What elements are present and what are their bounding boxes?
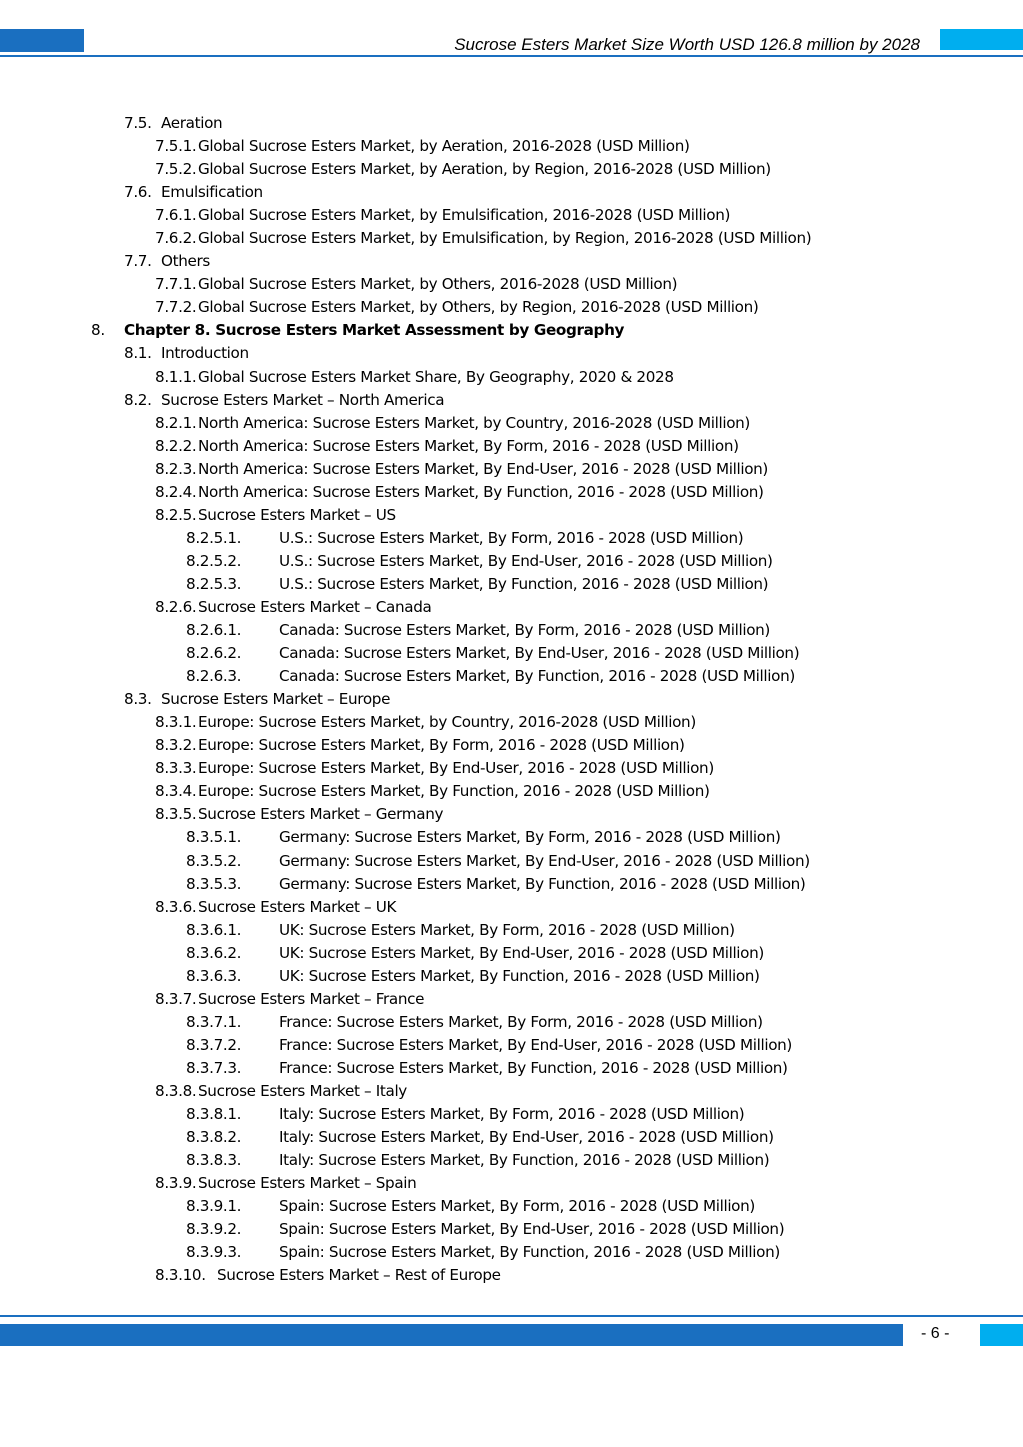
toc-entry[interactable] [0, 227, 1023, 250]
toc-entry[interactable] [0, 573, 1023, 596]
toc-entry[interactable] [0, 642, 1023, 665]
toc-entry[interactable] [0, 988, 1023, 1011]
toc-entry-title: Sucrose Esters Market – Germany [198, 805, 444, 824]
toc-entry-title: Spain: Sucrose Esters Market, By End-User, 2016 - 2028 (USD Million) [279, 1220, 785, 1239]
toc-entry-number: 8.3.8.2. [186, 1128, 242, 1147]
toc-entry-title: Italy: Sucrose Esters Market, By Form, 2016 - 2028 (USD Million) [279, 1105, 745, 1124]
toc-entry-number: 8. [91, 321, 105, 340]
toc-entry-title: Aeration [161, 114, 223, 132]
toc-entry[interactable] [0, 1057, 1023, 1080]
toc-entry[interactable] [0, 1172, 1023, 1195]
toc-entry[interactable] [0, 1034, 1023, 1057]
toc-entry-title: U.S.: Sucrose Esters Market, By End-User, 2016 - 2028 (USD Million) [279, 551, 773, 570]
toc-entry-number: 8.3.7. [155, 989, 197, 1008]
toc-entry-title: Others [161, 252, 210, 271]
toc-entry-number: 8.3.8. [155, 1081, 197, 1100]
toc-entry-number: 8.3.5.2. [186, 851, 242, 870]
toc-entry-number: 7.5.1. [155, 137, 197, 156]
header-accent-block-right [940, 29, 1023, 50]
toc-entry[interactable] [0, 896, 1023, 919]
toc-entry[interactable] [0, 366, 1023, 389]
toc-entry[interactable] [0, 803, 1023, 826]
toc-entry-number: 7.6. [124, 183, 152, 202]
toc-entry-title: Europe: Sucrose Esters Market, By Form, 2016 - 2028 (USD Million) [198, 736, 685, 755]
toc-entry-title: Global Sucrose Esters Market, by Aeration, by Region, 2016-2028 (USD Million) [198, 160, 771, 179]
toc-entry[interactable] [0, 435, 1023, 458]
toc-entry-number: 8.3.5. [155, 805, 197, 824]
toc-entry[interactable] [0, 734, 1023, 757]
toc-entry[interactable] [0, 826, 1023, 849]
toc-entry[interactable] [0, 850, 1023, 873]
toc-entry-number: 8.3.5.1. [186, 828, 242, 847]
toc-entry[interactable] [0, 1218, 1023, 1241]
toc-entry-number: 8.2.5.3. [186, 574, 242, 593]
toc-entry-number: 8.3. [124, 690, 152, 709]
toc-entry-title: France: Sucrose Esters Market, By End-User, 2016 - 2028 (USD Million) [279, 1035, 792, 1054]
toc-entry-title: Canada: Sucrose Esters Market, By Function, 2016 - 2028 (USD Million) [279, 667, 795, 686]
toc-entry-title: Global Sucrose Esters Market, by Others, by Region, 2016-2028 (USD Million) [198, 298, 759, 317]
toc-entry-title: Canada: Sucrose Esters Market, By End-User, 2016 - 2028 (USD Million) [279, 644, 800, 663]
toc-entry-title: Sucrose Esters Market – North America [161, 390, 445, 409]
toc-entry-title: France: Sucrose Esters Market, By Form, 2016 - 2028 (USD Million) [279, 1012, 763, 1031]
toc-entry-title: Italy: Sucrose Esters Market, By Function, 2016 - 2028 (USD Million) [279, 1151, 770, 1170]
toc-entry-number: 8.2.5. [155, 505, 197, 524]
toc-entry-title: Sucrose Esters Market – France [198, 989, 425, 1008]
toc-entry-number: 8.2.2. [155, 436, 197, 455]
toc-entry-number: 7.6.1. [155, 206, 197, 225]
toc-entry-number: 8.2.5.1. [186, 528, 242, 547]
toc-entry[interactable] [0, 711, 1023, 734]
toc-entry-number: 7.5. [124, 114, 152, 132]
table-of-contents [0, 112, 1023, 1287]
header-rule [0, 55, 1023, 57]
toc-entry-title: Global Sucrose Esters Market, by Others, 2016-2028 (USD Million) [198, 275, 678, 294]
toc-entry[interactable] [0, 688, 1023, 711]
toc-entry[interactable] [0, 158, 1023, 181]
toc-entry-number: 8.3.8.3. [186, 1151, 242, 1170]
toc-entry-number: 8.3.7.2. [186, 1035, 242, 1054]
toc-entry[interactable] [0, 1126, 1023, 1149]
toc-entry-number: 8.2. [124, 390, 152, 409]
toc-entry-title: U.S.: Sucrose Esters Market, By Function, 2016 - 2028 (USD Million) [279, 574, 769, 593]
toc-entry[interactable] [0, 942, 1023, 965]
toc-entry[interactable] [0, 619, 1023, 642]
toc-entry[interactable] [0, 504, 1023, 527]
toc-entry-title: Germany: Sucrose Esters Market, By Function, 2016 - 2028 (USD Million) [279, 874, 806, 893]
toc-entry[interactable] [0, 1241, 1023, 1264]
toc-entry[interactable] [0, 389, 1023, 412]
toc-entry[interactable] [0, 204, 1023, 227]
toc-entry-title: UK: Sucrose Esters Market, By Function, 2016 - 2028 (USD Million) [279, 966, 760, 985]
toc-entry[interactable] [0, 965, 1023, 988]
toc-entry[interactable] [0, 1149, 1023, 1172]
toc-entry-number: 8.2.6.3. [186, 667, 242, 686]
toc-entry-number: 8.2.1. [155, 413, 197, 432]
toc-entry-number: 8.3.6.2. [186, 943, 242, 962]
toc-entry[interactable] [0, 296, 1023, 319]
toc-entry-number: 8.3.9.1. [186, 1197, 242, 1216]
toc-entry-title: France: Sucrose Esters Market, By Function, 2016 - 2028 (USD Million) [279, 1058, 788, 1077]
toc-entry[interactable] [0, 250, 1023, 273]
toc-entry-title: Sucrose Esters Market – Canada [198, 597, 432, 616]
toc-entry[interactable] [0, 458, 1023, 481]
toc-entry-number: 8.3.7.1. [186, 1012, 242, 1031]
toc-entry[interactable] [0, 412, 1023, 435]
toc-entry-number: 8.3.6. [155, 897, 197, 916]
toc-entry-number: 7.7.2. [155, 298, 197, 317]
toc-entry-title: North America: Sucrose Esters Market, By Form, 2016 - 2028 (USD Million) [198, 436, 739, 455]
toc-entry[interactable] [0, 1080, 1023, 1103]
toc-entry-title: Chapter 8. Sucrose Esters Market Assessment by Geography [124, 321, 625, 340]
footer-bar [0, 1324, 903, 1346]
toc-entry-number: 8.2.6. [155, 597, 197, 616]
toc-entry-number: 8.3.7.3. [186, 1058, 242, 1077]
toc-entry[interactable] [0, 780, 1023, 803]
toc-entry-number: 8.3.6.3. [186, 966, 242, 985]
toc-entry[interactable] [0, 596, 1023, 619]
toc-entry-title: Global Sucrose Esters Market, by Aeration, 2016-2028 (USD Million) [198, 137, 690, 156]
toc-entry-title: Global Sucrose Esters Market Share, By Geography, 2020 & 2028 [198, 367, 674, 386]
toc-entry-number: 8.3.4. [155, 782, 197, 801]
toc-entry-title: Canada: Sucrose Esters Market, By Form, 2016 - 2028 (USD Million) [279, 621, 770, 640]
toc-entry-number: 7.7. [124, 252, 152, 271]
toc-entry-number: 8.3.9.3. [186, 1243, 242, 1262]
toc-entry-title: Europe: Sucrose Esters Market, by Country, 2016-2028 (USD Million) [198, 713, 696, 732]
header-accent-block-left [0, 29, 84, 52]
toc-entry-number: 8.2.6.1. [186, 621, 242, 640]
toc-entry-title: Sucrose Esters Market – Spain [198, 1174, 417, 1193]
toc-entry-number: 8.3.3. [155, 759, 197, 778]
toc-entry-title: Europe: Sucrose Esters Market, By Function, 2016 - 2028 (USD Million) [198, 782, 710, 801]
toc-entry-title: UK: Sucrose Esters Market, By Form, 2016 - 2028 (USD Million) [279, 920, 735, 939]
toc-entry-number: 8.2.4. [155, 482, 197, 501]
toc-entry[interactable] [0, 112, 1023, 135]
toc-entry-title: North America: Sucrose Esters Market, By End-User, 2016 - 2028 (USD Million) [198, 459, 768, 478]
toc-entry-number: 8.1. [124, 344, 152, 363]
toc-entry[interactable] [0, 481, 1023, 504]
toc-entry-title: North America: Sucrose Esters Market, by Country, 2016-2028 (USD Million) [198, 413, 750, 432]
toc-entry-number: 8.2.3. [155, 459, 197, 478]
toc-entry-title: Sucrose Esters Market – US [198, 505, 396, 524]
page-number: - 6 - [921, 1325, 950, 1342]
toc-entry-number: 8.3.5.3. [186, 874, 242, 893]
toc-entry-number: 8.3.1. [155, 713, 197, 732]
toc-entry-number: 8.3.6.1. [186, 920, 242, 939]
toc-entry-number: 7.5.2. [155, 160, 197, 179]
toc-entry[interactable] [0, 527, 1023, 550]
toc-entry-number: 7.7.1. [155, 275, 197, 294]
toc-entry[interactable] [0, 919, 1023, 942]
header-title: Sucrose Esters Market Size Worth USD 126.8 million by 2028 [454, 35, 920, 54]
footer-rule [0, 1315, 1023, 1317]
toc-entry-title: Sucrose Esters Market – UK [198, 897, 397, 916]
footer-accent-block-right [980, 1324, 1023, 1346]
toc-entry-title: Sucrose Esters Market – Europe [161, 690, 391, 709]
toc-entry-title: Spain: Sucrose Esters Market, By Form, 2016 - 2028 (USD Million) [279, 1197, 755, 1216]
toc-entry-number: 8.3.8.1. [186, 1105, 242, 1124]
toc-entry-number: 8.3.9.2. [186, 1220, 242, 1239]
toc-entry-title: Introduction [161, 344, 249, 363]
toc-entry[interactable] [0, 1011, 1023, 1034]
toc-entry[interactable] [0, 319, 1023, 342]
toc-entry-number: 8.1.1. [155, 367, 197, 386]
toc-entry-number: 8.3.9. [155, 1174, 197, 1193]
toc-entry[interactable] [0, 665, 1023, 688]
toc-entry[interactable] [0, 181, 1023, 204]
toc-entry-title: Global Sucrose Esters Market, by Emulsification, 2016-2028 (USD Million) [198, 206, 731, 225]
toc-entry[interactable] [0, 273, 1023, 296]
toc-entry-title: Global Sucrose Esters Market, by Emulsification, by Region, 2016-2028 (USD Million) [198, 229, 812, 248]
toc-entry-number: 8.2.6.2. [186, 644, 242, 663]
toc-entry-title: North America: Sucrose Esters Market, By Function, 2016 - 2028 (USD Million) [198, 482, 764, 501]
toc-entry[interactable] [0, 550, 1023, 573]
toc-entry-title: Emulsification [161, 183, 263, 202]
toc-entry-title: Europe: Sucrose Esters Market, By End-User, 2016 - 2028 (USD Million) [198, 759, 714, 778]
toc-entry-title: UK: Sucrose Esters Market, By End-User, 2016 - 2028 (USD Million) [279, 943, 764, 962]
toc-entry[interactable] [0, 757, 1023, 780]
toc-entry-number: 8.2.5.2. [186, 551, 242, 570]
toc-entry-number: 8.3.10. [155, 1266, 206, 1285]
toc-entry-number: 7.6.2. [155, 229, 197, 248]
toc-entry-title: Germany: Sucrose Esters Market, By End-User, 2016 - 2028 (USD Million) [279, 851, 810, 870]
toc-entry[interactable] [0, 873, 1023, 896]
toc-entry-title: Germany: Sucrose Esters Market, By Form, 2016 - 2028 (USD Million) [279, 828, 781, 847]
toc-entry[interactable] [0, 135, 1023, 158]
toc-entry-number: 8.3.2. [155, 736, 197, 755]
toc-entry-title: U.S.: Sucrose Esters Market, By Form, 2016 - 2028 (USD Million) [279, 528, 744, 547]
toc-entry-title: Spain: Sucrose Esters Market, By Function, 2016 - 2028 (USD Million) [279, 1243, 780, 1262]
toc-entry-title: Sucrose Esters Market – Rest of Europe [217, 1266, 501, 1285]
toc-entry[interactable] [0, 1103, 1023, 1126]
toc-entry[interactable] [0, 342, 1023, 365]
toc-entry-title: Sucrose Esters Market – Italy [198, 1081, 407, 1100]
toc-entry[interactable] [0, 1264, 1023, 1287]
toc-entry[interactable] [0, 1195, 1023, 1218]
toc-entry-title: Italy: Sucrose Esters Market, By End-User, 2016 - 2028 (USD Million) [279, 1128, 774, 1147]
